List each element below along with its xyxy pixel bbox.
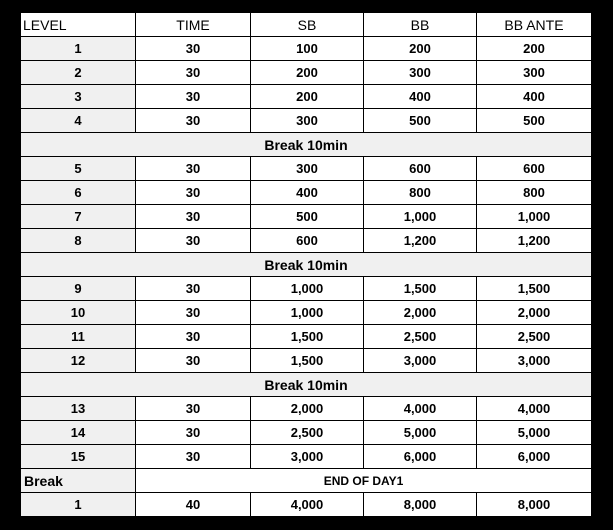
bb-cell: 200: [364, 37, 477, 61]
header-row: [21, 13, 592, 37]
level-row: [21, 61, 592, 85]
time-cell: 30: [136, 205, 251, 229]
bb-cell: 2,500: [364, 325, 477, 349]
end-break-label: Break: [21, 469, 136, 493]
header-level: LEVEL: [21, 13, 136, 37]
bb-ante-cell: 2,500: [477, 325, 592, 349]
level-cell: 4: [21, 109, 136, 133]
level-row: [21, 109, 592, 133]
bb-cell: 6,000: [364, 445, 477, 469]
level-row: [21, 205, 592, 229]
break-label: Break 10min: [21, 133, 592, 157]
level-row: [21, 229, 592, 253]
sb-cell: 3,000: [251, 445, 364, 469]
time-cell: 30: [136, 277, 251, 301]
level-cell: 7: [21, 205, 136, 229]
sb-cell: 500: [251, 205, 364, 229]
header-time: TIME: [136, 13, 251, 37]
bb-cell: 2,000: [364, 301, 477, 325]
table-body: [21, 13, 592, 517]
bb-cell: 1,200: [364, 229, 477, 253]
bb-ante-cell: 5,000: [477, 421, 592, 445]
level-row: [21, 37, 592, 61]
time-cell: 30: [136, 325, 251, 349]
sb-cell: 2,500: [251, 421, 364, 445]
bb-ante-cell: 1,000: [477, 205, 592, 229]
bb-ante-cell: 200: [477, 37, 592, 61]
level-row: [21, 493, 592, 517]
bb-cell: 3,000: [364, 349, 477, 373]
level-row: [21, 301, 592, 325]
level-row: [21, 349, 592, 373]
level-row: [21, 157, 592, 181]
sb-cell: 4,000: [251, 493, 364, 517]
bb-ante-cell: 6,000: [477, 445, 592, 469]
sb-cell: 300: [251, 109, 364, 133]
sb-cell: 200: [251, 61, 364, 85]
level-cell: 5: [21, 157, 136, 181]
time-cell: 30: [136, 301, 251, 325]
level-row: [21, 325, 592, 349]
bb-cell: 600: [364, 157, 477, 181]
level-cell: 3: [21, 85, 136, 109]
bb-cell: 500: [364, 109, 477, 133]
time-cell: 30: [136, 445, 251, 469]
level-row: [21, 445, 592, 469]
level-cell: 2: [21, 61, 136, 85]
sb-cell: 200: [251, 85, 364, 109]
bb-ante-cell: 3,000: [477, 349, 592, 373]
time-cell: 30: [136, 421, 251, 445]
blind-structure-table: [20, 12, 592, 517]
level-cell: 15: [21, 445, 136, 469]
header-bb-ante: BB ANTE: [477, 13, 592, 37]
level-cell: 6: [21, 181, 136, 205]
break-row: [21, 133, 592, 157]
bb-ante-cell: 800: [477, 181, 592, 205]
level-cell: 11: [21, 325, 136, 349]
time-cell: 30: [136, 109, 251, 133]
sb-cell: 300: [251, 157, 364, 181]
bb-cell: 4,000: [364, 397, 477, 421]
sb-cell: 400: [251, 181, 364, 205]
time-cell: 30: [136, 349, 251, 373]
bb-ante-cell: 500: [477, 109, 592, 133]
bb-cell: 1,000: [364, 205, 477, 229]
time-cell: 30: [136, 229, 251, 253]
break-row: [21, 253, 592, 277]
time-cell: 30: [136, 181, 251, 205]
sb-cell: 1,500: [251, 325, 364, 349]
level-cell: 8: [21, 229, 136, 253]
level-row: [21, 397, 592, 421]
bb-cell: 800: [364, 181, 477, 205]
level-cell: 14: [21, 421, 136, 445]
bb-ante-cell: 2,000: [477, 301, 592, 325]
break-label: Break 10min: [21, 253, 592, 277]
bb-cell: 8,000: [364, 493, 477, 517]
header-bb: BB: [364, 13, 477, 37]
level-cell: 10: [21, 301, 136, 325]
bb-ante-cell: 1,200: [477, 229, 592, 253]
bb-ante-cell: 600: [477, 157, 592, 181]
bb-ante-cell: 400: [477, 85, 592, 109]
header-sb: SB: [251, 13, 364, 37]
level-row: [21, 277, 592, 301]
time-cell: 30: [136, 61, 251, 85]
bb-cell: 1,500: [364, 277, 477, 301]
bb-ante-cell: 1,500: [477, 277, 592, 301]
sb-cell: 100: [251, 37, 364, 61]
sb-cell: 1,000: [251, 277, 364, 301]
time-cell: 30: [136, 157, 251, 181]
level-row: [21, 85, 592, 109]
bb-cell: 300: [364, 61, 477, 85]
time-cell: 30: [136, 85, 251, 109]
level-cell: 1: [21, 493, 136, 517]
level-cell: 1: [21, 37, 136, 61]
break-row: [21, 373, 592, 397]
sb-cell: 2,000: [251, 397, 364, 421]
time-cell: 40: [136, 493, 251, 517]
end-of-day-row: [21, 469, 592, 493]
bb-ante-cell: 300: [477, 61, 592, 85]
end-of-day-label: END OF DAY1: [136, 469, 592, 493]
sb-cell: 1,500: [251, 349, 364, 373]
level-row: [21, 181, 592, 205]
sb-cell: 600: [251, 229, 364, 253]
level-cell: 12: [21, 349, 136, 373]
break-label: Break 10min: [21, 373, 592, 397]
level-cell: 9: [21, 277, 136, 301]
time-cell: 30: [136, 37, 251, 61]
bb-ante-cell: 4,000: [477, 397, 592, 421]
sb-cell: 1,000: [251, 301, 364, 325]
bb-ante-cell: 8,000: [477, 493, 592, 517]
time-cell: 30: [136, 397, 251, 421]
level-cell: 13: [21, 397, 136, 421]
level-row: [21, 421, 592, 445]
bb-cell: 5,000: [364, 421, 477, 445]
bb-cell: 400: [364, 85, 477, 109]
